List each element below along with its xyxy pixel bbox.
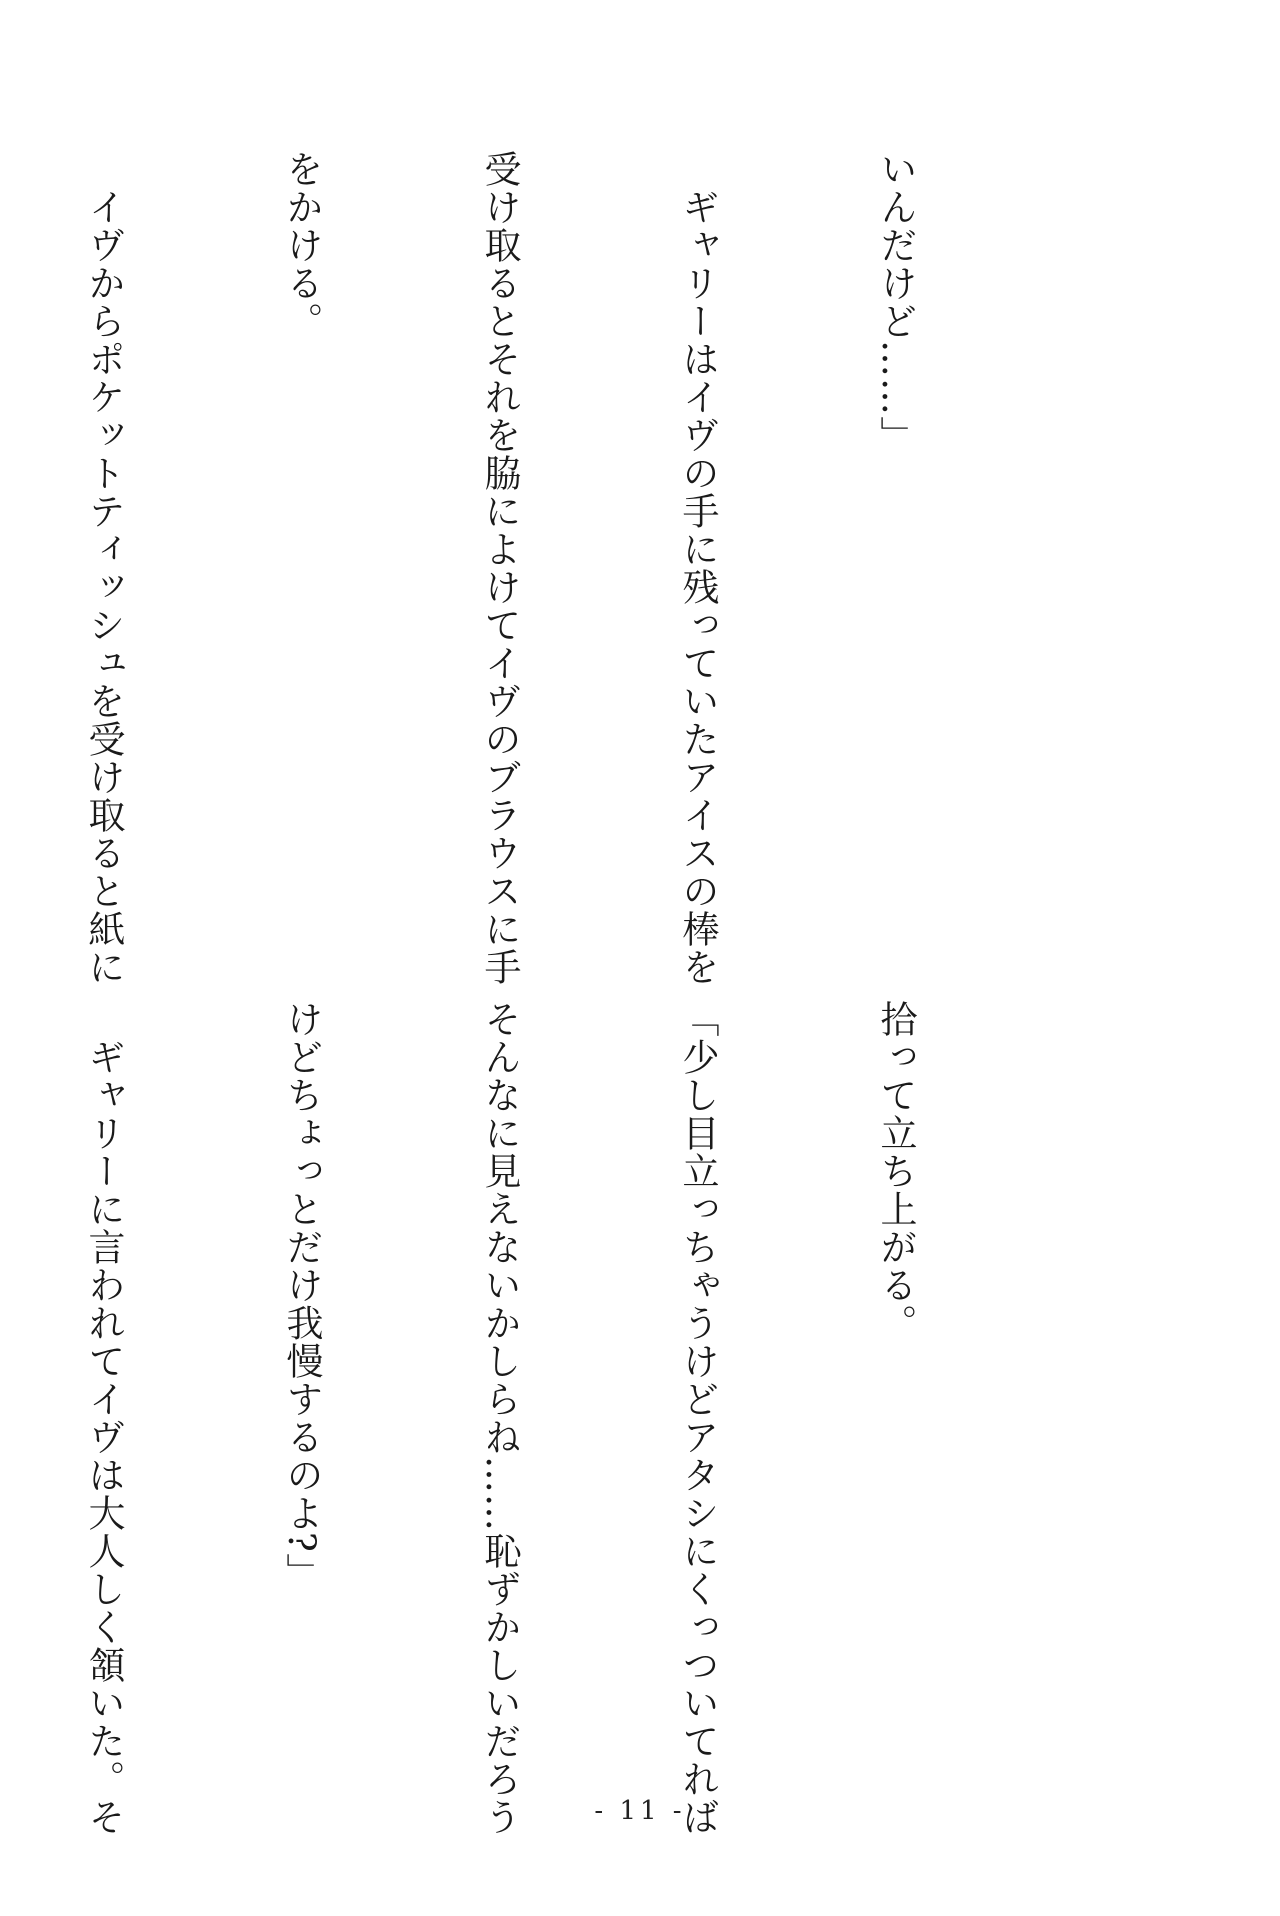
text-line: 受け取るとそれを脇によけてイヴのブラウスに手: [478, 150, 521, 986]
text-line: 拾って立ち上がる。: [874, 1000, 917, 1342]
text-line: イヴからポケットティッシュを受け取ると紙に: [82, 150, 125, 986]
text-line: ギャリーに言われてイヴは大人しく頷いた。そ: [82, 1000, 125, 1836]
text-block-top: [82, 150, 1060, 986]
page-number: - 11 -: [594, 1796, 686, 1826]
text-line: 「少し目立っちゃうけどアタシにくっついてれば: [676, 1000, 719, 1836]
text-line: をかける。: [280, 150, 323, 340]
text-line: いんだけど……」: [874, 150, 917, 454]
text-line: ギャリーはイヴの手に残っていたアイスの棒を: [676, 150, 719, 986]
text-line: そんなに見えないかしらね……恥ずかしいだろう: [478, 1000, 521, 1836]
text-line: けどちょっとだけ我慢するのよ?」: [280, 1000, 323, 1591]
